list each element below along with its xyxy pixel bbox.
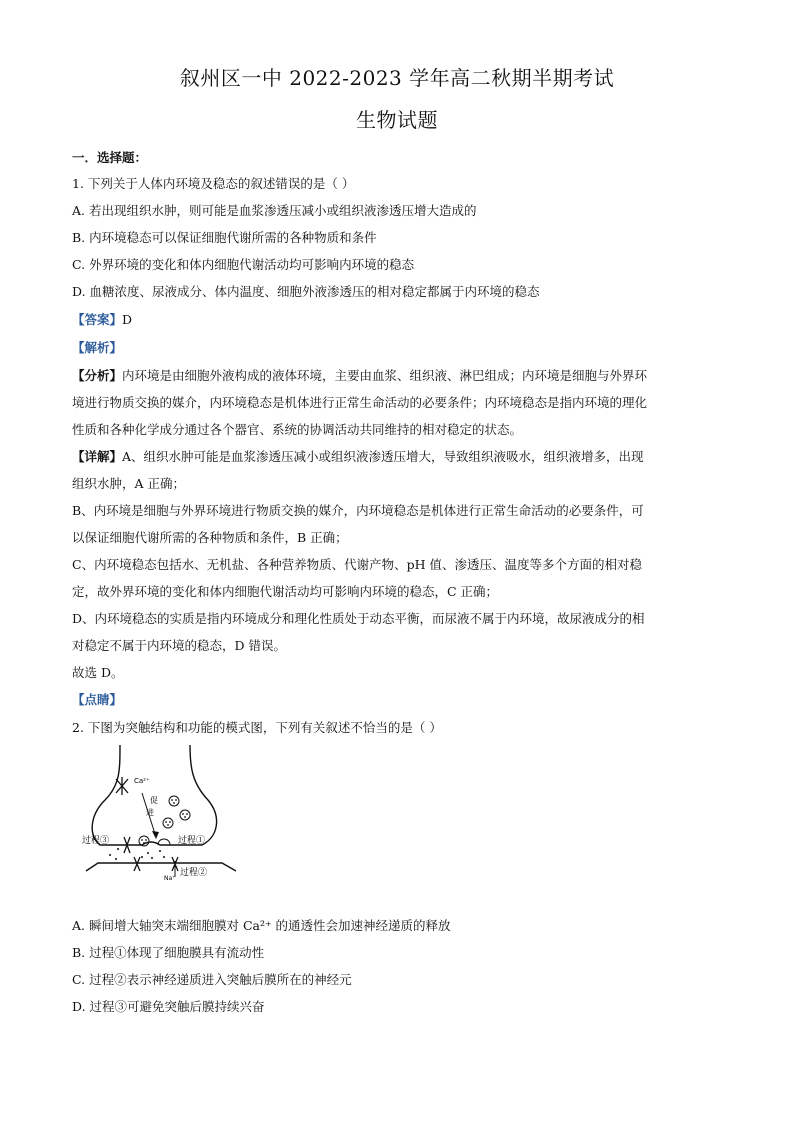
q1-fenxi-line-3: 性质和各种化学成分通过各个器官、系统的协调活动共同维持的相对稳定的状态。	[72, 422, 523, 437]
q1-option-b: B. 内环境稳态可以保证细胞代谢所需的各种物质和条件	[72, 230, 377, 245]
xiangjie-tag: 【详解】	[72, 449, 123, 464]
q1-answer	[72, 312, 732, 328]
q2-option-b: B. 过程①体现了细胞膜具有流动性	[72, 945, 265, 960]
promote-arrowhead	[152, 831, 159, 839]
document-title: 叙州区一中 2022-2023 学年高二秋期半期考试	[179, 66, 615, 90]
presynaptic-membrane	[92, 745, 216, 845]
postsynaptic-receptor-left	[134, 857, 140, 871]
promote-label-2: 进	[146, 808, 154, 817]
q1-option-a: A. 若出现组织水肿，则可能是血浆渗透压减小或组织液渗透压增大造成的	[72, 203, 477, 218]
q1-detail-a-line-1	[72, 449, 732, 465]
q2-stem: 2. 下图为突触结构和功能的模式图，下列有关叙述不恰当的是（ ）	[72, 720, 442, 735]
process3-label: 过程③	[82, 836, 110, 846]
document-subtitle: 生物试题	[356, 108, 438, 132]
neurotransmitter-dots	[109, 848, 165, 860]
q1-detail-c-line-1: C、内环境稳态包括水、无机盐、各种营养物质、代谢产物、pH 值、渗透压、温度等多个方面的相对稳	[72, 557, 642, 572]
process2-label: 过程②	[180, 868, 208, 878]
q1-stem: 1. 下列关于人体内环境及稳态的叙述错误的是（ ）	[72, 176, 355, 191]
q1-option-d: D. 血糖浓度、尿液成分、体内温度、细胞外液渗透压的相对稳定都属于内环境的稳态	[72, 284, 540, 299]
detail-a-text-1: A、组织水肿可能是血浆渗透压减小或组织液渗透压增大，导致组织液吸水，组织液增多，出现	[122, 449, 644, 464]
section-title: 一．选择题：	[72, 150, 148, 165]
ca-label: Ca²⁺	[134, 777, 150, 785]
q2-option-a: A. 瞬间增大轴突末端细胞膜对 Ca²⁺ 的通透性会加速神经递质的释放	[72, 918, 451, 933]
q1-detail-b-line-2: 以保证细胞代谢所需的各种物质和条件，B 正确；	[72, 530, 348, 545]
q1-analysis-tag: 【解析】	[72, 340, 123, 355]
promote-label-1: 促	[150, 796, 158, 805]
na-label: Na⁺	[164, 875, 176, 880]
q2-option-d: D. 过程③可避免突触后膜持续兴奋	[72, 999, 265, 1014]
q1-detail-b-line-1: B、内环境是细胞与外界环境进行物质交换的媒介，内环境稳态是机体进行正常生命活动的必要条件，可	[72, 503, 644, 518]
q1-option-c: C. 外界环境的变化和体内细胞代谢活动均可影响内环境的稳态	[72, 257, 415, 272]
q1-detail-c-line-2: 定，故外界环境的变化和体内细胞代谢活动均可影响内环境的稳态，C 正确；	[72, 584, 499, 599]
q1-detail-d-line-2: 对稳定不属于内环境的稳态，D 错误。	[72, 638, 286, 653]
q1-fenxi-line-2: 境进行物质交换的媒介，内环境稳态是机体进行正常生命活动的必要条件；内环境稳态是指内环境的理化	[72, 395, 648, 410]
synapse-diagram	[80, 745, 240, 880]
fenxi-tag: 【分析】	[72, 368, 123, 383]
postsynaptic-membrane	[86, 863, 236, 871]
q1-fenxi-line-1	[72, 368, 732, 384]
q1-dianjing-tag: 【点睛】	[72, 692, 123, 707]
process1-label: 过程①	[178, 836, 206, 846]
q1-conclusion: 故选 D。	[72, 665, 124, 680]
answer-value: D	[122, 312, 133, 327]
q2-option-c: C. 过程②表示神经递质进入突触后膜所在的神经元	[72, 972, 352, 987]
fenxi-text-1: 内环境是由细胞外液构成的液体环境，主要由血浆、组织液、淋巴组成；内环境是细胞与外界环	[122, 368, 648, 383]
answer-tag: 【答案】	[72, 312, 123, 327]
q1-detail-d-line-1: D、内环境稳态的实质是指内环境成分和理化性质处于动态平衡，而尿液不属于内环境，故尿液成分的相	[72, 611, 645, 626]
q1-detail-a-line-2: 组织水肿，A 正确；	[72, 476, 186, 491]
